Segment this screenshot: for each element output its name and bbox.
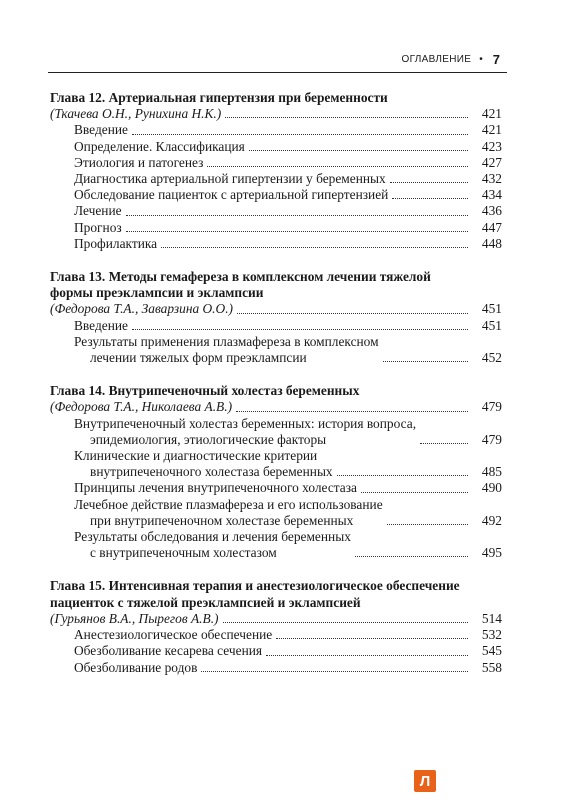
toc-page-number: 436 (481, 203, 502, 219)
toc-entry-line: с внутрипеченочным холестазом (90, 545, 277, 561)
toc-page-number: 485 (481, 464, 502, 480)
dot-leader (161, 247, 468, 248)
toc-page-number: 451 (481, 317, 502, 333)
toc-page-number: 558 (481, 659, 502, 675)
page-number: 7 (492, 52, 500, 67)
toc-page-number: 495 (481, 545, 502, 561)
toc-entry[interactable] (50, 171, 502, 187)
chapter-authors-row[interactable] (50, 611, 502, 627)
toc-entry-label (74, 660, 197, 676)
toc-entry-label (74, 529, 351, 561)
dot-leader (355, 556, 468, 557)
toc-entry[interactable] (50, 155, 502, 171)
toc-entry-label (74, 155, 203, 171)
toc-entry-line: Профилактика (74, 235, 158, 251)
chapter-authors-row[interactable] (50, 106, 502, 122)
toc-entry-line: эпидемиология, этиологические факторы (90, 431, 327, 447)
chapter-authors: (Федорова Т.А., Заварзина О.О.) (50, 301, 233, 317)
toc-entry[interactable] (50, 318, 502, 334)
toc-entry-line: Обезболивание родов (74, 659, 198, 675)
toc-page-number: 532 (481, 627, 502, 643)
toc-entry-line: Клинические и диагностические критерии (74, 448, 318, 464)
chapter-authors: (Ткачева О.Н., Рунихина Н.К.) (50, 106, 222, 122)
toc-entry-line: Лечебное действие плазмафереза и его использование (74, 496, 383, 512)
toc-page-number: 452 (481, 350, 502, 366)
toc-entry-line: Обследование пациенток с артериальной гипертензией (74, 187, 389, 203)
toc-entry-label (74, 416, 416, 448)
chapter-title: пациенток с тяжелой преэклампсией и эклампсией (50, 594, 361, 610)
toc-entry-label (74, 139, 245, 155)
dot-leader (132, 134, 468, 135)
toc-entry-line: Внутрипеченочный холестаз беременных: история вопроса, (74, 415, 417, 431)
dot-leader (126, 215, 468, 216)
toc-page-number: 421 (481, 106, 502, 122)
toc-entry-line: Анестезиологическое обеспечение (74, 627, 273, 643)
toc-entry[interactable] (50, 139, 502, 155)
toc-page-number: 490 (481, 480, 502, 496)
header-bullet: • (479, 54, 483, 65)
toc-entry-line: Прогноз (74, 219, 122, 235)
toc-entry[interactable] (50, 660, 502, 676)
running-title: ОГЛАВЛЕНИЕ (401, 54, 472, 65)
dot-leader (337, 475, 468, 476)
publisher-logo-icon (414, 770, 436, 792)
chapter-authors: (Федорова Т.А., Николаева А.В.) (50, 399, 233, 415)
toc-entry-line: Этиология и патогенез (74, 154, 204, 170)
toc-page-number: 427 (481, 154, 502, 170)
toc-entry-label (74, 334, 379, 366)
toc-page-number: 421 (481, 122, 502, 138)
toc-entry-line: лечении тяжелых форм преэклампсии (90, 350, 307, 366)
toc-entry-line: Лечение (74, 203, 122, 219)
toc-entry[interactable] (50, 220, 502, 236)
chapter-title: Глава 13. Методы гемафереза в комплексном лечении тяжелой (50, 269, 431, 285)
toc-entry[interactable] (50, 334, 502, 366)
toc-entry-label (74, 220, 122, 236)
toc-entry-label (74, 187, 388, 203)
toc-entry[interactable] (50, 627, 502, 643)
toc-page-number: 447 (481, 219, 502, 235)
dot-leader (223, 622, 468, 623)
dot-leader (361, 492, 468, 493)
dot-leader (276, 638, 468, 639)
toc-page-number: 423 (481, 138, 502, 154)
toc-entry-label (74, 236, 157, 252)
toc-entry-line: при внутрипеченочном холестазе беременных (90, 512, 354, 528)
table-of-contents (50, 90, 502, 693)
dot-leader (420, 443, 468, 444)
running-header (402, 52, 500, 67)
toc-entry-line: Диагностика артериальной гипертензии у беременных (74, 171, 386, 187)
dot-leader (126, 231, 468, 232)
toc-entry[interactable] (50, 497, 502, 529)
toc-entry-line: Принципы лечения внутрипеченочного холестаза (74, 480, 357, 496)
chapter-title: Глава 15. Интенсивная терапия и анестезиологическое обеспечение (50, 578, 460, 594)
toc-page-number: 434 (481, 187, 502, 203)
toc-entry-label (74, 480, 357, 496)
dot-leader (249, 150, 468, 151)
dot-leader (207, 166, 468, 167)
toc-entry[interactable] (50, 416, 502, 448)
toc-entry-line: внутрипеченочного холестаза беременных (90, 464, 333, 480)
toc-page-number: 448 (481, 235, 502, 251)
dot-leader (266, 655, 468, 656)
chapter-authors-row[interactable] (50, 301, 502, 317)
toc-page-number: 514 (481, 610, 502, 626)
toc-entry-label (74, 203, 122, 219)
toc-entry[interactable] (50, 643, 502, 659)
toc-page-number: 451 (481, 301, 502, 317)
toc-entry-label (74, 643, 262, 659)
toc-entry-label (74, 448, 333, 480)
toc-entry[interactable] (50, 187, 502, 203)
toc-entry-label (74, 122, 128, 138)
toc-page-number: 432 (481, 171, 502, 187)
dot-leader (387, 524, 468, 525)
toc-page-number: 545 (481, 643, 502, 659)
toc-entry[interactable] (50, 448, 502, 480)
dot-leader (383, 361, 468, 362)
toc-chapter (50, 578, 502, 675)
toc-entry-line: Результаты обследования и лечения беременных (74, 529, 351, 545)
toc-entry[interactable] (50, 236, 502, 252)
chapter-authors: (Гурьянов В.А., Пырегов А.В.) (50, 610, 219, 626)
dot-leader (132, 329, 468, 330)
chapter-authors-row[interactable] (50, 399, 502, 415)
toc-chapter (50, 269, 502, 366)
dot-leader (236, 411, 468, 412)
header-rule (48, 72, 507, 73)
toc-entry[interactable] (50, 203, 502, 219)
toc-entry[interactable] (50, 529, 502, 561)
chapter-title: Глава 12. Артериальная гипертензия при беременности (50, 90, 388, 105)
dot-leader (392, 198, 468, 199)
toc-page-number: 492 (481, 512, 502, 528)
toc-entry[interactable] (50, 122, 502, 138)
toc-entry-line: Определение. Классификация (74, 138, 245, 154)
toc-entry-label (74, 171, 386, 187)
toc-entry-line: Обезболивание кесарева сечения (74, 643, 263, 659)
toc-page-number: 479 (481, 399, 502, 415)
toc-chapter (50, 383, 502, 561)
chapter-title: формы преэклампсии и эклампсии (50, 285, 264, 301)
toc-entry[interactable] (50, 480, 502, 496)
toc-entry-label (74, 627, 272, 643)
toc-entry-label (74, 497, 383, 529)
toc-entry-line: Введение (74, 317, 128, 333)
dot-leader (201, 671, 468, 672)
toc-page-number: 479 (481, 431, 502, 447)
dot-leader (390, 182, 468, 183)
toc-chapter (50, 90, 502, 252)
toc-entry-line: Введение (74, 122, 128, 138)
toc-entry-label (74, 318, 128, 334)
toc-entry-line: Результаты применения плазмафереза в комплексном (74, 333, 379, 349)
dot-leader (225, 117, 468, 118)
dot-leader (237, 313, 468, 314)
chapter-title: Глава 14. Внутрипеченочный холестаз беременных (50, 383, 360, 399)
logo-letter: Л (419, 772, 431, 790)
